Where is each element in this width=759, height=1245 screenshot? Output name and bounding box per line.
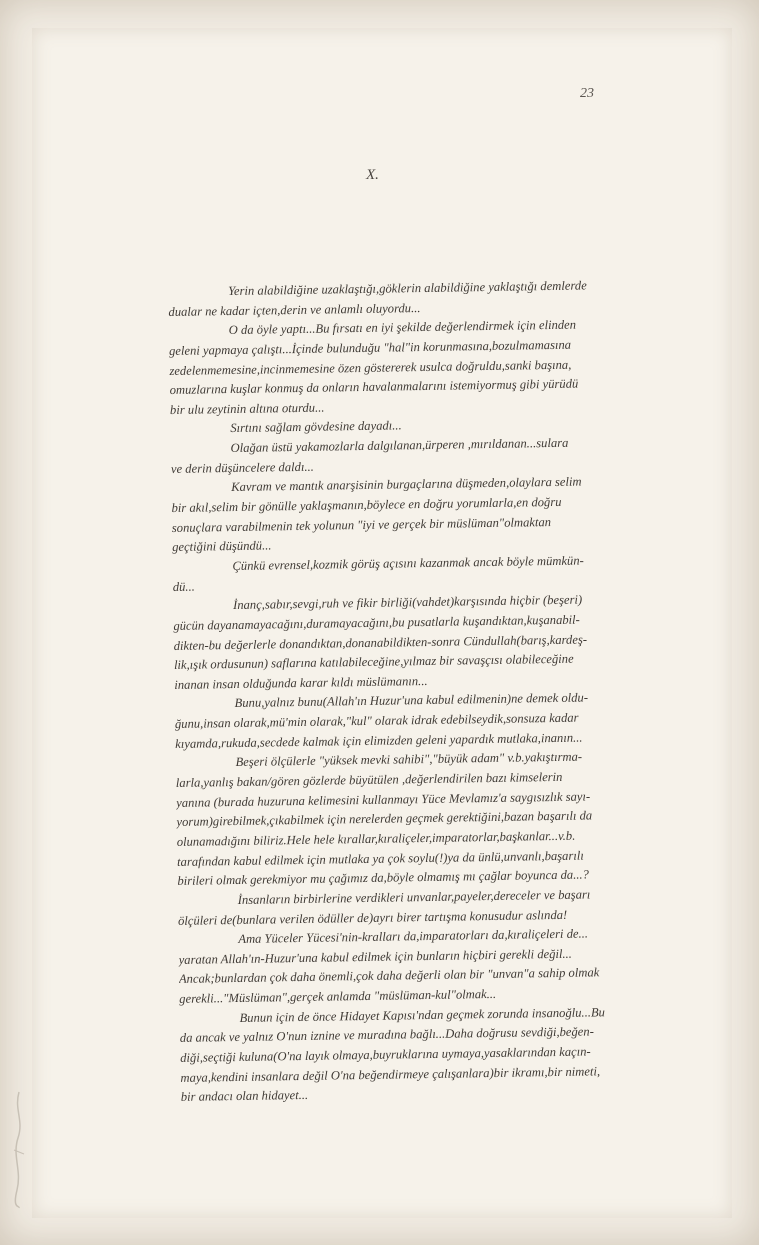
text-line: Beşeri ölçülerle "yüksek mevki sahibi","büyük adam" v.b.yakıştırma-: [235, 749, 583, 770]
text-line: Olağan üstü yakamozlarla dalgılanan,ürperen ,mırıldanan...sulara: [230, 435, 569, 456]
text-line: olunamadığını biliriz.Hele hele kırallar,kıraliçeler,imparatorlar,başkanlar...v.b.: [176, 828, 576, 849]
text-line: dü...: [172, 579, 195, 594]
text-line: bir ulu zeytinin altına oturdu...: [169, 400, 325, 417]
text-line: tarafından kabul edilmek için mutlaka ya çok soylu(!)ya da ünlü,unvanlı,başarılı: [176, 848, 584, 869]
text-line: dualar ne kadar içten,derin ve anlamlı oluyordu...: [168, 300, 421, 319]
text-line: geleni yapmaya çalıştı...İçinde bulunduğu "hal"in korunmasına,bozulmamasına: [168, 337, 572, 358]
chapter-title: X.: [366, 167, 379, 183]
text-line: lik,ışık ordusunun) saflarına katılabileceğine,yılmaz bir savaşçısı olabileceğine: [173, 651, 574, 673]
text-line: maya,kendini insanlara değil O'na beğendirmeye çalışanlara)bir ikramı,bir nimeti,: [180, 1063, 601, 1085]
text-line: Bunun için de önce Hidayet Kapısı'ndan geçmek zorunda insanoğlu...Bu: [239, 1004, 606, 1025]
text-line: geçtiğini düşündü...: [172, 538, 272, 555]
text-line: birileri olmak gerekmiyor mu çağımız da,böyle olmamış mı çağlar boyunca da...?: [177, 867, 590, 889]
text-line: Ama Yüceler Yücesi'nin-kralları da,imparatorları da,kıraliçeleri de...: [238, 926, 589, 947]
text-line: da ancak ve yalnız O'nun iznine ve muradına bağlı...Daha doğrusu sevdiği,beğen-: [179, 1024, 594, 1046]
text-line: Bunu,yalnız bunu(Allah'ın Huzur'una kabul edilmenin)ne demek oldu-: [234, 690, 589, 711]
text-line: Sırtını sağlam gövdesine dayadı...: [230, 418, 402, 436]
text-line: Ancak;bunlardan çok daha önemli,çok daha değerli olan bir "unvan"a sahip olmak: [178, 965, 600, 987]
text-line: ve derin düşüncelere daldı...: [170, 459, 314, 476]
text-line: larla,yanlış bakan/gören gözlerde büyütülen ,değerlendirilen bazı kimselerin: [175, 769, 563, 790]
text-line: diği,seçtiği kuluna(O'na layık olmaya,buyruklarına uymaya,yasaklarından kaçın-: [180, 1044, 591, 1065]
text-line: kıyamda,rukuda,secdede kalmak için elimizden geleni yapardık mutlaka,inanın...: [175, 730, 583, 751]
text-line: ğunu,insan olarak,mü'min olarak,"kul" olarak idrak edebilseydik,sonsuza kadar: [174, 710, 579, 732]
text-line: bir andacı olan hidayet...: [180, 1088, 309, 1105]
text-line: zedelenmemesine,incinmemesine özen göstererek usulca doğruldu,sanki başına,: [169, 357, 572, 378]
text-line: yanına (burada huzuruna kelimesini kullanmayı Yüce Mevlamız'a saygısızlık sayı-: [176, 789, 591, 810]
body-text: [168, 276, 639, 1108]
text-line: inanan insan olduğunda karar kıldı müslümanın...: [174, 673, 428, 692]
text-line: omuzlarına kuşlar konmuş da onların havalanmalarını istemiyormuş gibi yürüdü: [169, 376, 579, 398]
text-line: gerekli..."Müslüman",gerçek anlamda "müslüman-kul"olmak...: [179, 986, 497, 1006]
text-line: İnsanların birbirlerine verdikleri unvanlar,payeler,dereceler ve başarı: [237, 887, 591, 907]
text-line: Çünkü evrensel,kozmik görüş açısını kazanmak ancak böyle mümkün-: [232, 553, 584, 573]
text-line: Yerin alabildiğine uzaklaştığı,göklerin alabildiğine yaklaştığı demlerde: [228, 278, 587, 299]
text-line: yorum)girebilmek,çıkabilmek için nerelerden geçmek gerektiğini,bazan başarılı da: [176, 808, 593, 830]
text-line: gücün dayanamayacağını,duramayacağını,bu pusatlarla kuşandıktan,kuşanabil-: [173, 612, 580, 633]
text-line: bir akıl,selim bir gönülle yaklaşmanın,böylece en doğru yorumlarla,en doğru: [171, 494, 562, 516]
page-number: 23: [580, 86, 594, 101]
text-line: dikten-bu değerlerle donandıktan,donanabildikten-sonra Cündullah(barış,kardeş-: [173, 631, 588, 653]
text-line: yaratan Allah'ın-Huzur'una kabul edilmek için bunların hiçbiri gerekli değil...: [178, 946, 572, 967]
text-line: İnanç,sabır,sevgi,ruh ve fikir birliği(vahdet)karşısında hiçbir (beşeri): [232, 592, 583, 613]
margin-signature-mark: [8, 1090, 30, 1210]
text-line: O da öyle yaptı...Bu fırsatı en iyi şekilde değerlendirmek için elinden: [228, 317, 577, 338]
text-line: ölçüleri de(bunlara verilen ödüller de)ayrı birer tartışma konusudur aslında!: [177, 907, 568, 928]
text-line: sonuçlara varabilmenin tek yolunun "iyi ve gerçek bir müslüman"olmaktan: [171, 514, 552, 535]
text-line: Kavram ve mantık anarşisinin burgaçlarına düşmeden,olaylara selim: [231, 474, 582, 495]
